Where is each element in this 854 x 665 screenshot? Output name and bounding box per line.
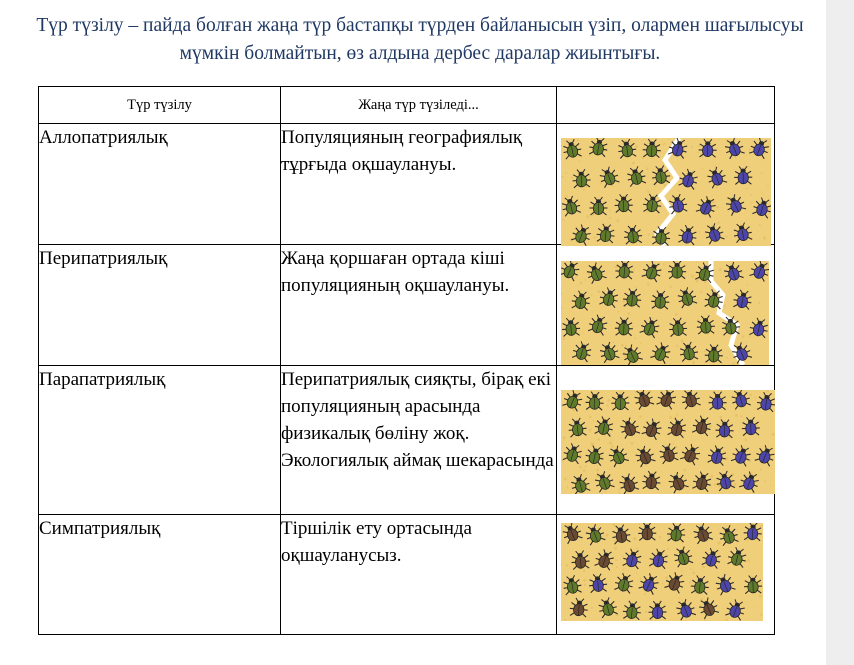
- table-header-row: [39, 87, 775, 124]
- page-edge: [826, 0, 854, 665]
- page-title: Түр түзілу – пайда болған жаңа түр бастапқы түрден байланысын үзіп, олармен шағылысуы мүмкін болмайтын, өз алдына дербес даралар жиынтығы.: [36, 15, 804, 64]
- header-speciation-type: Түр түзілу: [39, 87, 281, 124]
- allopatric-beetles-image: [561, 138, 771, 246]
- parapatric-illustration: [557, 366, 775, 515]
- parapatric-beetles-image: [561, 390, 775, 494]
- table-row: [39, 366, 775, 515]
- speciation-description: Жаңа қоршаған ортада кіші популяцияның оқшаулануы.: [281, 245, 557, 366]
- peripatric-illustration: [557, 245, 775, 366]
- speciation-type: Аллопатриялық: [39, 124, 281, 245]
- table-row: [39, 124, 775, 245]
- header-new-species-forms: Жаңа түр түзіледі...: [281, 87, 557, 124]
- table-row: [39, 515, 775, 635]
- speciation-description: Перипатриялық сияқты, бірақ екі популяцияның арасында физикалық бөліну жоқ. Экологиялық аймақ шекарасында: [281, 366, 557, 515]
- peripatric-beetles-image: [561, 261, 769, 365]
- speciation-type: Симпатриялық: [39, 515, 281, 635]
- speciation-table: [38, 86, 775, 635]
- sympatric-beetles-image: [561, 523, 763, 621]
- table-row: [39, 245, 775, 366]
- speciation-description: Популяцияның географиялық тұрғыда оқшаулануы.: [281, 124, 557, 245]
- header-illustration: [557, 87, 775, 124]
- speciation-description: Тіршілік ету ортасында оқшауланусыз.: [281, 515, 557, 635]
- sympatric-illustration: [557, 515, 775, 635]
- speciation-type: Парапатриялық: [39, 366, 281, 515]
- speciation-type: Перипатриялық: [39, 245, 281, 366]
- allopatric-illustration: [557, 124, 775, 245]
